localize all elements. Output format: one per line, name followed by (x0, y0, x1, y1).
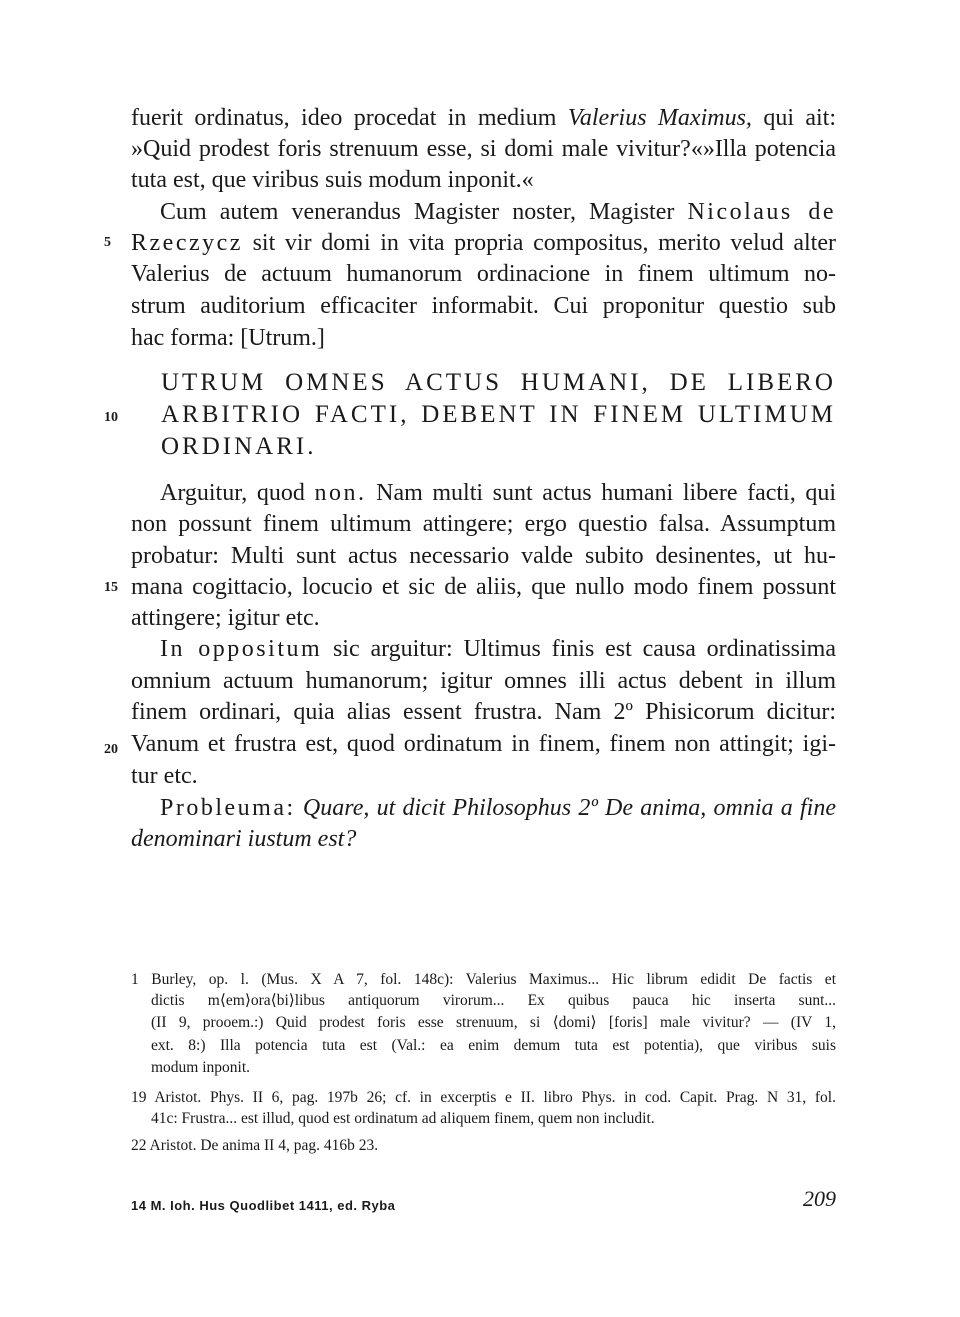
printer-signature: 14 M. Ioh. Hus Quodlibet 1411, ed. Ryba (131, 1198, 396, 1213)
text-span: Cum autem venerandus Magister noster, Magister (160, 199, 675, 225)
question-heading-line-2: ARBITRIO FACTI, DEBENT IN FINEM ULTIMUM (161, 401, 836, 428)
opposite-line-2: omnium actuum humanorum; igitur omnes illi actus debent in illum (131, 668, 836, 694)
text-span: sic arguitur: Ultimus finis est causa ordinatissima (332, 636, 836, 662)
question-heading-line-1: UTRUM OMNES ACTUS HUMANI, DE LIBERO (161, 369, 836, 396)
footnote-1-line-2: dictis m⟨em⟩ora⟨bi⟩libus antiquorum virorum... Ex quibus pauca hic inserta sunt... (151, 992, 836, 1009)
spaced-label: Probleuma: (160, 795, 296, 821)
text-line-3: tuta est, que viribus suis modum inponit.« (131, 167, 534, 193)
opposite-line-3: finem ordinari, quia alias essent frustra. Nam 2º Phisicorum dicitur: (131, 699, 836, 725)
text-span: fuerit ordinatus, ideo procedat in medium (131, 105, 557, 131)
text-line-4 (160, 196, 836, 228)
footnote-1-line-1: 1 Burley, op. l. (Mus. X A 7, fol. 148c): Valerius Maximus... Hic librum edidit De factis et (131, 971, 836, 988)
text-span: qui ait: (763, 105, 837, 131)
spaced-word: non. (314, 480, 367, 506)
italic-text: Quare, ut dicit Philosophus 2º De anima, omnia a fine (302, 795, 836, 821)
spaced-phrase: In oppositum (160, 636, 323, 662)
text-line-6: Valerius de actuum humanorum ordinacione in finem ultimum no- (131, 261, 836, 287)
text-line-5 (131, 227, 836, 259)
opposite-line-1 (160, 633, 836, 665)
line-number-20: 20 (104, 742, 118, 757)
argument-line-2: non possunt finem ultimum attingere; ergo questio falsa. Assumptum (131, 511, 836, 537)
footnote-1-line-4: ext. 8:) Illa potencia tuta est (Val.: ea enim demum tuta est potentia), que viribus suis (151, 1037, 836, 1054)
footnote-1-line-5: modum inponit. (151, 1059, 251, 1076)
argument-line-4: mana cogittacio, locucio et sic de aliis, que nullo modo finem possunt (131, 574, 836, 600)
argument-line-5: attingere; igitur etc. (131, 605, 320, 631)
spaced-name: Rzeczycz (131, 230, 243, 256)
argument-line-3: probatur: Multi sunt actus necessario valde subito desinentes, ut hu- (131, 543, 836, 569)
opposite-line-4: Vanum et frustra est, quod ordinatum in finem, finem non attingit; igi- (131, 731, 836, 757)
argument-line-1 (160, 477, 836, 509)
text-span: Nam multi sunt actus humani libere facti, qui (376, 480, 837, 506)
text-span: Arguitur, quod (160, 480, 305, 506)
footnote-1-line-3: (II 9, prooem.:) Quid prodest foris esse strenuum, si ⟨domi⟩ [foris] male vivitur? — (IV 1, (151, 1014, 836, 1031)
text-line-7: strum auditorium efficaciter informabit. Cui proponitur questio sub (131, 293, 836, 319)
problem-line-2: denominari iustum est? (131, 826, 357, 852)
text-line-1 (131, 102, 836, 134)
text-span: sit vir domi in vita propria compositus, merito velud alter (252, 230, 836, 256)
text-line-8: hac forma: [Utrum.] (131, 325, 325, 351)
footnote-2-line-1: 19 Aristot. Phys. II 6, pag. 197b 26; cf. in excerptis e II. libro Phys. in cod. Capit. Prag. N 31, fol. (131, 1089, 836, 1106)
footnote-2-line-2: 41c: Frustra... est illud, quod est ordinatum ad aliquem finem, quem non includit. (151, 1110, 655, 1127)
line-number-5: 5 (104, 235, 111, 250)
line-number-15: 15 (104, 580, 118, 595)
problem-line-1 (160, 792, 836, 824)
opposite-line-5: tur etc. (131, 763, 198, 789)
line-number-10: 10 (104, 410, 118, 425)
page-number: 209 (803, 1186, 836, 1211)
question-heading-line-3: ORDINARI. (161, 433, 317, 460)
text-line-2: »Quid prodest foris strenuum esse, si domi male vivitur?«»Illa potencia (131, 136, 836, 162)
italic-name: Valerius Maximus, (567, 105, 752, 131)
spaced-name: Nicolaus de (687, 199, 837, 225)
footnote-3: 22 Aristot. De anima II 4, pag. 416b 23. (131, 1137, 379, 1154)
